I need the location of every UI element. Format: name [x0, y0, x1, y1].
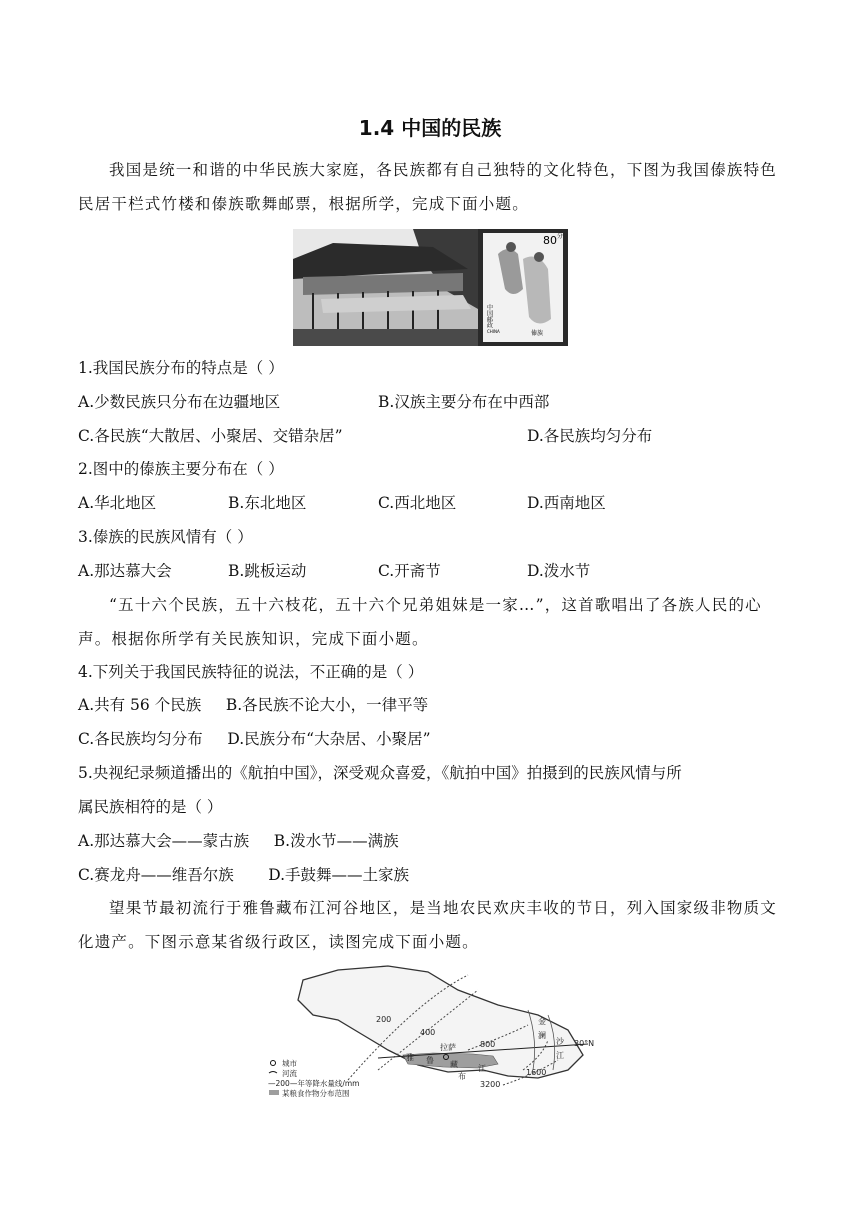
question-2-option-a[interactable]: A.华北地区	[78, 494, 157, 512]
intro-paragraph-3: 望果节最初流行于雅鲁藏布江河谷地区，是当地农民欢庆丰收的节日，列入国家级非物质文化遗产。下图示意某省级行政区，读图完成下面小题。	[78, 899, 778, 951]
question-2-option-b[interactable]: B.东北地区	[228, 494, 307, 512]
intro-paragraph-1: 我国是统一和谐的中华民族大家庭，各民族都有自己独特的文化特色，下图为我国傣族特色民居干栏式竹楼和傣族歌舞邮票，根据所学，完成下面小题。	[78, 161, 778, 213]
east-river-char-2: 澜	[538, 1031, 546, 1040]
stamp-country-en: CHINA	[487, 329, 500, 334]
isoline-label-400: 400	[420, 1028, 436, 1037]
east-river-char-1: 金	[538, 1017, 546, 1026]
river-char-5: 江	[478, 1064, 486, 1073]
isoline-label-1600: 1600	[526, 1068, 547, 1077]
isoline-label-3200: 3200	[480, 1080, 501, 1089]
question-3-option-a[interactable]: A.那达慕大会	[78, 562, 172, 580]
stamp-country: 中国邮政	[485, 304, 493, 328]
question-1-option-b[interactable]: B.汉族主要分布在中西部	[378, 393, 550, 411]
legend-river-icon	[269, 1072, 277, 1074]
river-char-1: 雅	[406, 1053, 414, 1062]
legend-crop-icon	[269, 1090, 279, 1095]
question-1-stem: 1.我国民族分布的特点是（ ）	[78, 359, 284, 377]
stamp-value: 80	[543, 234, 557, 247]
city-label: 拉萨	[440, 1043, 456, 1052]
legend-city: 城市	[282, 1059, 297, 1068]
legend-isoline: —200—年等降水量线/mm	[268, 1079, 360, 1088]
river-char-2: 鲁	[426, 1056, 434, 1065]
question-5-stem-line-2: 属民族相符的是（ ）	[78, 798, 223, 816]
question-2-option-c[interactable]: C.西北地区	[378, 494, 457, 512]
river-char-4: 布	[458, 1072, 466, 1081]
question-5-options-cd[interactable]: C.赛龙舟——维吾尔族 D.手鼓舞——土家族	[78, 866, 410, 884]
latitude-label: 30°N	[574, 1039, 595, 1048]
question-4-options-cd[interactable]: C.各民族均匀分布 D.民族分布“大杂居、小聚居”	[78, 730, 431, 748]
question-3-stem: 3.傣族的民族风情有（ ）	[78, 528, 253, 546]
stamp-value-unit: 分	[557, 233, 564, 240]
tibet-precipitation-map	[268, 960, 608, 1110]
legend-city-icon	[271, 1061, 276, 1066]
question-3-option-b[interactable]: B.跳板运动	[228, 562, 307, 580]
stamp-face	[483, 233, 563, 342]
question-1-option-a[interactable]: A.少数民族只分布在边疆地区	[78, 393, 281, 411]
question-2-stem: 2.图中的傣族主要分布在（ ）	[78, 460, 284, 478]
isoline-label-200: 200	[376, 1015, 392, 1024]
question-1-option-d[interactable]: D.各民族均匀分布	[527, 427, 653, 445]
question-5-options-ab[interactable]: A.那达慕大会——蒙古族 B.泼水节——满族	[78, 832, 399, 850]
legend-river: 河流	[282, 1069, 297, 1078]
question-3-option-c[interactable]: C.开斋节	[378, 562, 441, 580]
question-4-options-ab[interactable]: A.共有 56 个民族 B.各民族不论大小，一律平等	[78, 696, 429, 714]
east-river-char-3: 沙	[556, 1037, 564, 1046]
question-4-stem: 4.下列关于我国民族特征的说法，不正确的是（ ）	[78, 663, 424, 681]
question-3-option-d[interactable]: D.泼水节	[527, 562, 591, 580]
page-title: 1.4 中国的民族	[358, 116, 502, 140]
question-5-stem-line-1: 5.央视纪录频道播出的《航拍中国》，深受观众喜爱，《航拍中国》拍摄到的民族风情与所	[78, 764, 682, 782]
river-char-3: 藏	[450, 1060, 458, 1069]
map-legend	[268, 1058, 359, 1098]
question-2-option-d[interactable]: D.西南地区	[527, 494, 606, 512]
east-river-char-4: 江	[556, 1051, 564, 1060]
intro-paragraph-2: “五十六个民族，五十六枝花，五十六个兄弟姐妹是一家…”，这首歌唱出了各族人民的心声。根据你所学有关民族知识，完成下面小题。	[78, 596, 762, 648]
dai-house-and-stamp-image	[293, 229, 568, 346]
stamp-caption: 傣族	[531, 330, 544, 337]
isoline-label-800: 800	[480, 1040, 496, 1049]
legend-crop: 某粮食作物分布范围	[282, 1089, 350, 1098]
question-1-option-c[interactable]: C.各民族“大散居、小聚居、交错杂居”	[78, 427, 343, 445]
